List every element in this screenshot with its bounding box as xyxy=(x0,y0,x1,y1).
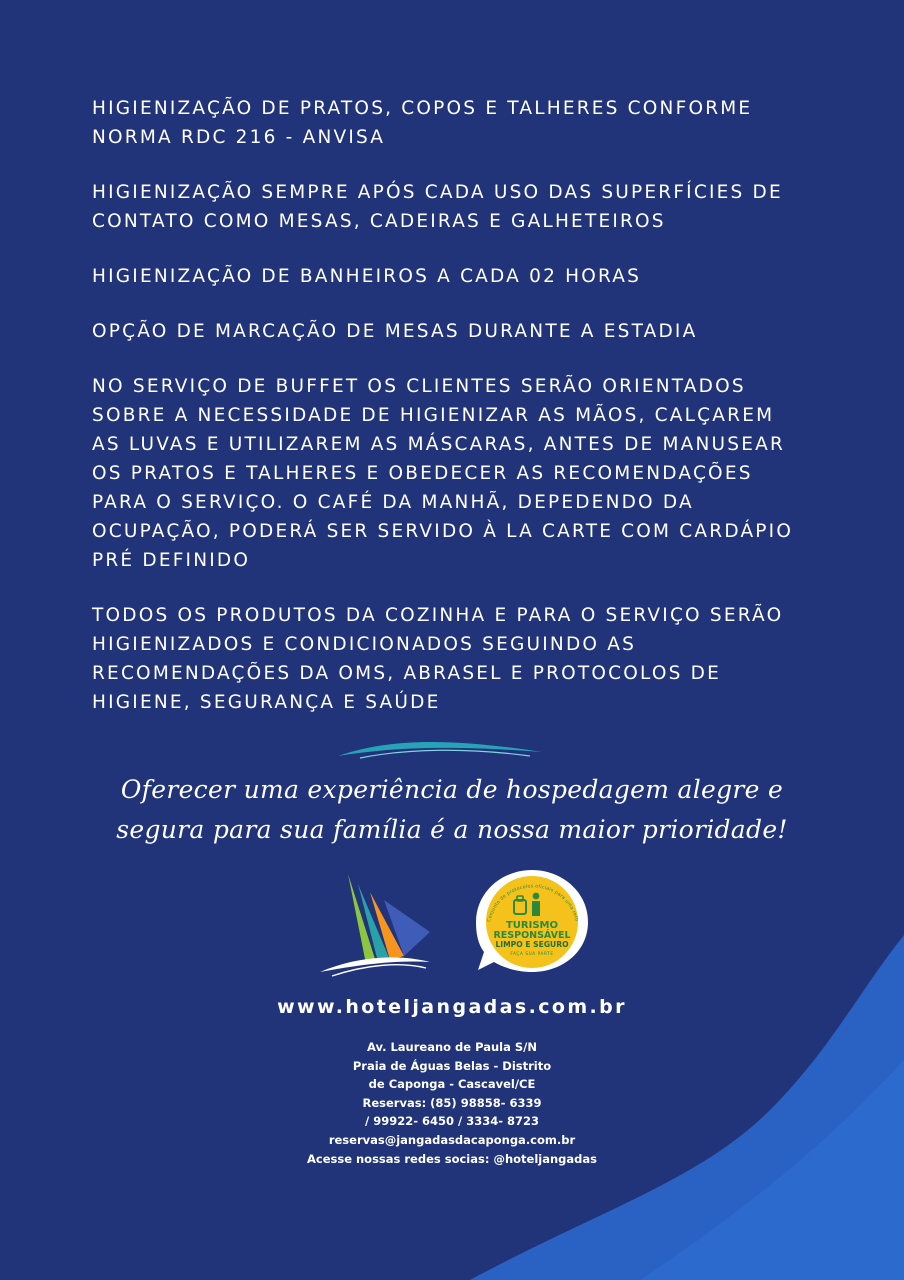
protocol-paragraph: NO SERVIÇO DE BUFFET OS CLIENTES SERÃO ORIENTADOS SOBRE A NECESSIDADE DE HIGIENIZAR AS MÃOS, CALÇAREM AS LUVAS E UTILIZAREM AS MÁSCARAS, ANTES DE MANUSEAR OS PRATOS E TALHERES E OBEDECER AS RECOMENDAÇÕES PARA O SERVIÇO. O CAFÉ DA MANHÃ, DEPEDENDO DA OCUPAÇÃO, PODERÁ SER SERVIDO À LA CARTE COM CARDÁPIO PRÉ DEFINIDO xyxy=(92,376,794,571)
email-link[interactable]: reservas@jangadasdacaponga.com.br xyxy=(328,1132,576,1147)
protocol-list xyxy=(92,94,832,743)
turismo-responsavel-badge xyxy=(472,866,592,978)
contact-info xyxy=(300,1038,604,1168)
phone-line: Reservas: (85) 98858- 6339 xyxy=(362,1095,542,1110)
hotel-jangadas-logo-icon xyxy=(318,870,438,978)
badge-line-1: TURISMO xyxy=(505,920,559,931)
speech-bubble-icon xyxy=(472,866,592,978)
protocol-paragraph: HIGIENIZAÇÃO SEMPRE APÓS CADA USO DAS SUPERFÍCIES DE CONTATO COMO MESAS, CADEIRAS E GALHETEIROS xyxy=(92,182,783,232)
address-line: Av. Laureano de Paula S/N xyxy=(367,1040,537,1054)
website-link[interactable]: www.hoteljangadas.com.br xyxy=(277,996,627,1018)
social-line: Acesse nossas redes socias: @hoteljangadas xyxy=(306,1151,597,1166)
protocol-paragraph: HIGIENIZAÇÃO DE PRATOS, COPOS E TALHERES CONFORME NORMA RDC 216 - ANVISA xyxy=(92,98,753,148)
badge-arc-text: Conjunto de protocolos oficiais para uma reto xyxy=(487,884,579,923)
badge-line-4: FAÇA SUA PARTE xyxy=(510,951,554,956)
slogan: Oferecer uma experiência de hospedagem alegre e segura para sua família é a nossa maior prioridade! xyxy=(116,775,788,844)
badge-line-3: LIMPO E SEGURO xyxy=(495,940,569,949)
badge-line-2: RESPONSÁVEL xyxy=(493,930,571,941)
protocol-paragraph: TODOS OS PRODUTOS DA COZINHA E PARA O SERVIÇO SERÃO HIGIENIZADOS E CONDICIONADOS SEGUINDO AS RECOMENDAÇÕES DA OMS, ABRASEL E PROTOCOLOS DE HIGIENE, SEGURANÇA E SAÚDE xyxy=(92,605,784,713)
address-line: de Caponga - Cascavel/CE xyxy=(368,1077,536,1092)
wave-divider-icon xyxy=(330,736,550,762)
protocol-paragraph: OPÇÃO DE MARCAÇÃO DE MESAS DURANTE A ESTADIA xyxy=(92,321,698,342)
address-line: Praia de Águas Belas - Distrito xyxy=(352,1058,552,1073)
phone-line: / 99922- 6450 / 3334- 8723 xyxy=(365,1114,539,1129)
protocol-paragraph: HIGIENIZAÇÃO DE BANHEIROS A CADA 02 HORAS xyxy=(92,266,642,287)
